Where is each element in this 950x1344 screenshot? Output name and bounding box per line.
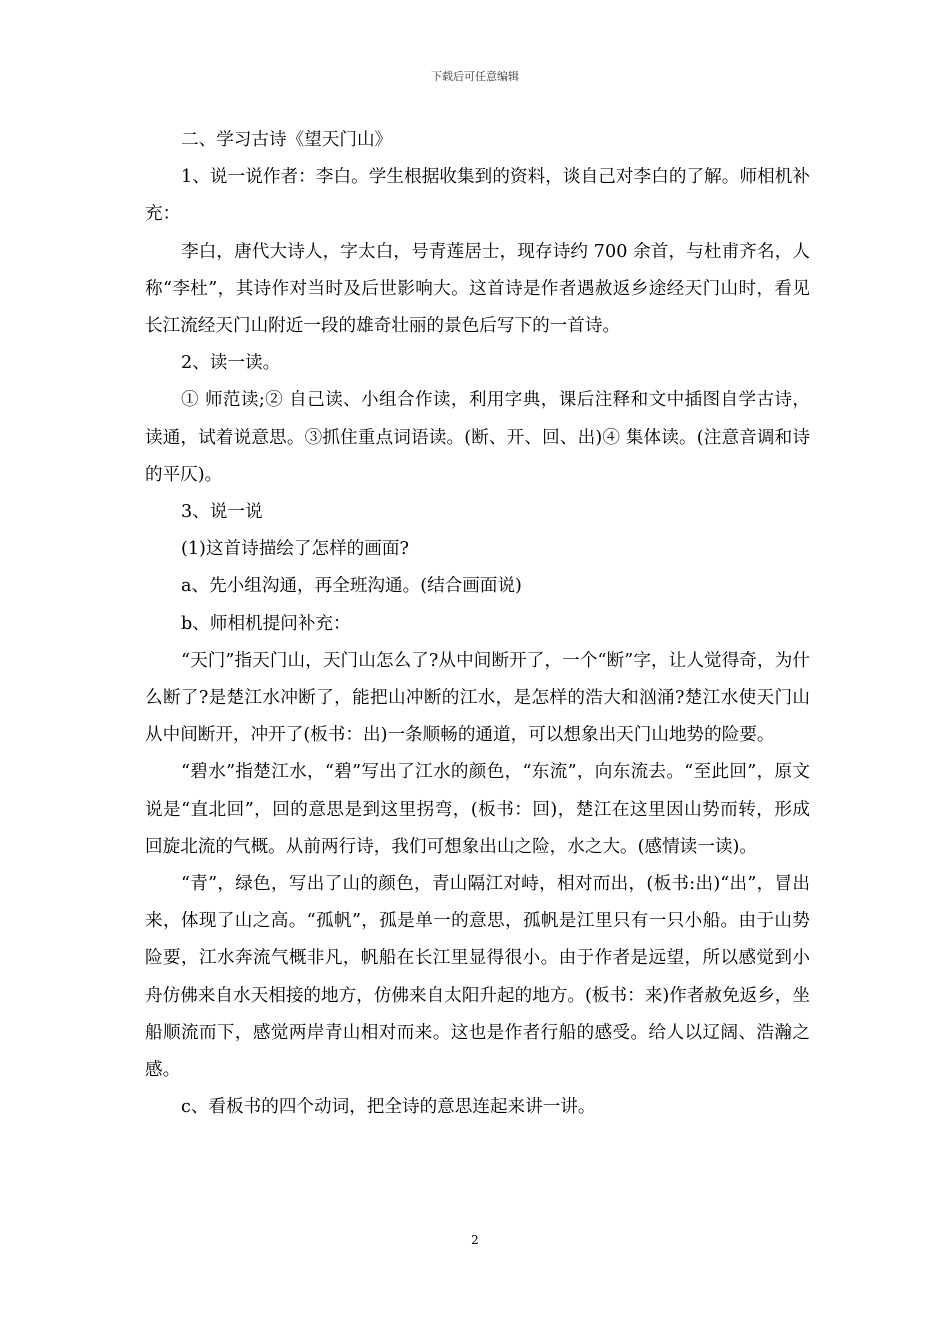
page-number: 2: [471, 1233, 479, 1247]
paragraph: “天门”指天门山，天门山怎么了?从中间断开了，一个“断”字，让人觉得奇，为什么断了?是楚江水冲断了，能把山冲断的江水，是怎样的浩大和汹涌?楚江水使天门山从中间断开，冲开了(板书：出)一条顺畅的通道，可以想象出天门山地势的险要。: [145, 650, 810, 746]
paragraph: “碧水”指楚江水，“碧”写出了江水的颜色，“东流”，向东流去。“至此回”，原文说是“直北回”，回的意思是到这里拐弯，(板书：回)，楚江在这里因山势而转，形成回旋北流的气概。从前两行诗，我们可想象出山之险，水之大。(感情读一读)。: [145, 762, 810, 857]
section-heading: 二、学习古诗《望天门山》: [181, 130, 393, 150]
paragraph: (1)这首诗描绘了怎样的画面?: [181, 539, 409, 560]
page-header: 下载后可任意编辑: [431, 70, 519, 83]
paragraph: 2、读一读。: [181, 353, 281, 374]
document-body: [145, 122, 810, 1126]
paragraph: 李白，唐代大诗人，字太白，号青莲居士，现存诗约 700 余首，与杜甫齐名，人称“李杜”，其诗作对当时及后世影响大。这首诗是作者遇赦返乡途经天门山时，看见长江流经天门山附近一段的雄奇壮丽的景色后写下的一首诗。: [145, 241, 810, 337]
paragraph: b、师相机提问补充：: [181, 613, 351, 634]
paragraph: 1、说一说作者：李白。学生根据收集到的资料，谈自己对李白的了解。师相机补充：: [145, 167, 810, 225]
paragraph: a、先小组沟通，再全班沟通。(结合画面说): [181, 576, 522, 597]
paragraph: “青”，绿色，写出了山的颜色，青山隔江对峙，相对而出，(板书:出)“出”，冒出来，体现了山之高。“孤帆”，孤是单一的意思，孤帆是江里只有一只小船。由于山势险要，江水奔流气概非凡，帆船在长江里显得很小。由于作者是远望，所以感觉到小舟仿佛来自水天相接的地方，仿佛来自太阳升起的地方。(板书：来)作者赦免返乡，坐船顺流而下，感觉两岸青山相对而来。这也是作者行船的感受。给人以辽阔、浩瀚之感。: [145, 874, 810, 1081]
paragraph: 3、说一说: [181, 502, 263, 523]
paragraph: c、看板书的四个动词，把全诗的意思连起来讲一讲。: [181, 1097, 596, 1118]
paragraph: ① 师范读;② 自己读、小组合作读，利用字典，课后注释和文中插图自学古诗，读通，试着说意思。③抓住重点词语读。(断、开、回、出)④ 集体读。(注意音调和诗的平仄)。: [145, 390, 810, 485]
